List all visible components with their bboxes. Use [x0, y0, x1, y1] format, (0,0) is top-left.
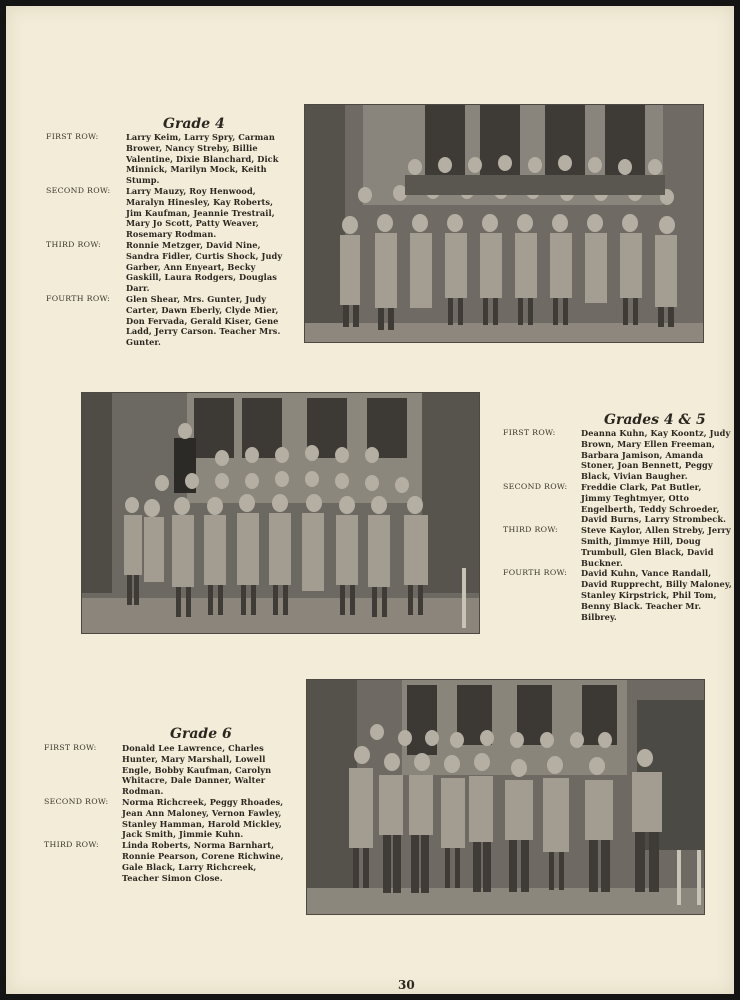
caption-grade-6 — [44, 743, 294, 883]
yearbook-page — [6, 6, 734, 994]
row-label: SECOND ROW: — [503, 481, 568, 491]
row-label: FOURTH ROW: — [503, 568, 568, 578]
caption-row — [503, 428, 732, 482]
caption-row — [503, 525, 732, 568]
row-label: FOURTH ROW: — [46, 293, 111, 303]
caption-row — [503, 482, 732, 525]
row-label: SECOND ROW: — [46, 185, 111, 195]
row-names: Norma Richcreek, Peggy Rhoades, Jean Ann Maloney, Vernon Fawley, Stanley Hamman, Harold Mickley, Jack Smith, Jimmie Kuhn. — [122, 796, 284, 840]
row-names: Larry Keim, Larry Spry, Carman Brower, Nancy Streby, Billie Valentine, Dixie Blanchard, Dick Minnick, Marilyn Mock, Keith Stump. — [126, 132, 279, 186]
caption-row — [44, 743, 294, 797]
row-label: FIRST ROW: — [46, 132, 99, 141]
row-label: FIRST ROW: — [503, 428, 556, 437]
row-names: Ronnie Metzger, David Nine, Sandra Fidler, Curtis Shock, Judy Garber, Ann Enyeart, Becky Gaskill, Laura Rodgers, Douglas Darr. — [126, 239, 283, 294]
row-names: David Kuhn, Vance Randall, David Rupprecht, Billy Maloney, Stanley Kirpstrick, Phil Tom, Benny Black. Teacher Mr. Bilbrey. — [581, 568, 732, 622]
class-photo-grade-6 — [306, 679, 705, 915]
caption-grade-4 — [46, 132, 291, 348]
row-names: Donald Lee Lawrence, Charles Hunter, Mary Marshall, Lowell Engle, Bobby Kaufman, Carolyn Whitacre, Dale Danner, Walter Rodman. — [122, 743, 272, 797]
caption-row — [46, 132, 291, 186]
section-heading-grade-6: Grade 6 — [170, 726, 232, 742]
row-names: Freddie Clark, Pat Butler, Jimmy Teghtmyer, Otto Engelberth, Teddy Schroeder, David Burns, Larry Strombeck. — [581, 481, 727, 525]
row-names: Glen Shear, Mrs. Gunter, Judy Carter, Dawn Eberly, Clyde Mier, Don Fervada, Gerald Kiser, Gene Ladd, Jerry Carson. Teacher Mrs. Gunter. — [126, 293, 281, 348]
caption-grades-4-5 — [503, 428, 732, 622]
caption-row — [46, 240, 291, 294]
row-names: Larry Mauzy, Roy Henwood, Maralyn Hinesley, Kay Roberts, Jim Kaufman, Jeannie Trestrail, Mary Jo Scott, Patty Weaver, Rosemary Rodman. — [126, 185, 275, 240]
row-label: THIRD ROW: — [46, 239, 101, 249]
caption-row — [46, 294, 291, 348]
caption-row — [44, 797, 294, 840]
row-names: Linda Roberts, Norma Barnhart, Ronnie Pearson, Corene Richwine, Gale Black, Larry Richcreek, Teacher Simon Close. — [122, 840, 284, 883]
row-names: Steve Kaylor, Allen Streby, Jerry Smith, Jimmye Hill, Doug Trumbull, Glen Black, David Buckner. — [581, 525, 731, 568]
caption-row — [503, 568, 732, 622]
class-photo-grades-4-5 — [81, 392, 480, 634]
section-heading-grade-4: Grade 4 — [163, 116, 225, 132]
row-names: Deanna Kuhn, Kay Koontz, Judy Brown, Mary Ellen Freeman, Barbara Jamison, Amanda Stoner, Joan Bennett, Peggy Black, Vivian Baugher. — [581, 428, 731, 482]
row-label: SECOND ROW: — [44, 796, 109, 806]
row-label: FIRST ROW: — [44, 743, 97, 752]
class-photo-grade-4 — [304, 104, 704, 343]
caption-row — [44, 840, 294, 883]
page-number: 30 — [398, 978, 415, 992]
row-label: THIRD ROW: — [44, 840, 99, 850]
section-heading-grades-4-5: Grades 4 & 5 — [604, 412, 706, 428]
row-label: THIRD ROW: — [503, 525, 558, 535]
caption-row — [46, 186, 291, 240]
